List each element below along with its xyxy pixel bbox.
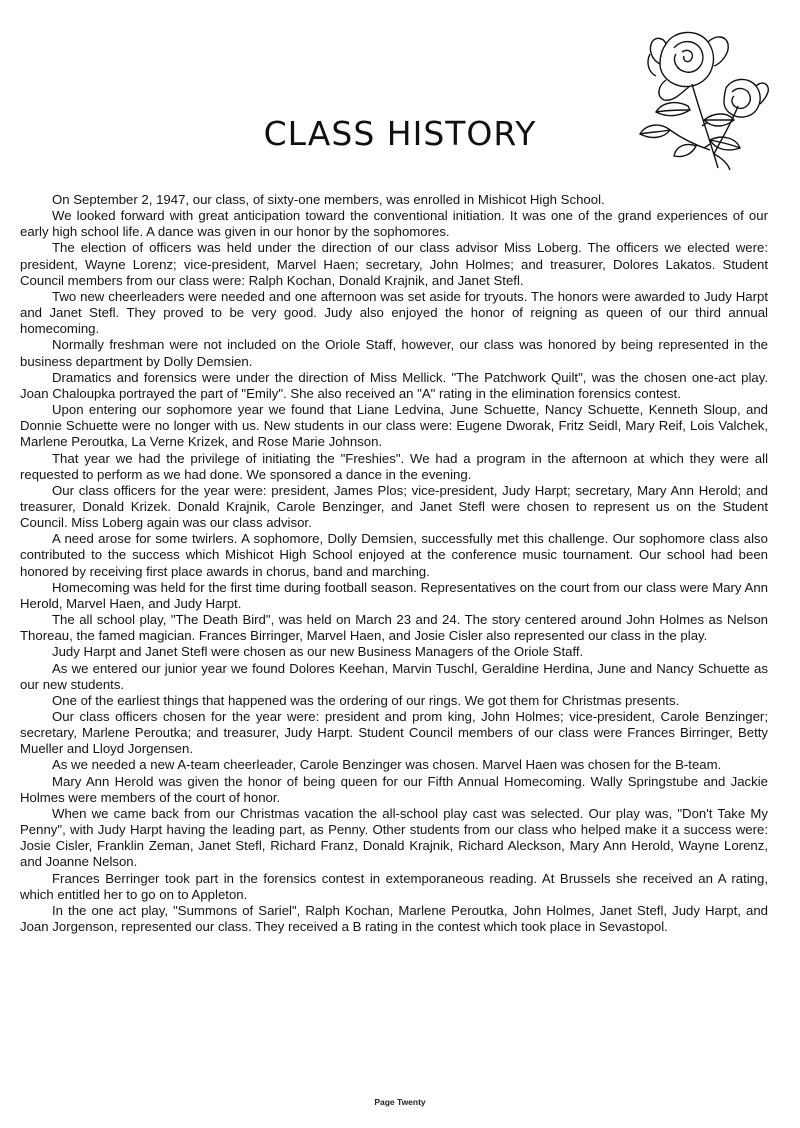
paragraph: Our class officers chosen for the year were: president and prom king, John Holmes; vice-president, Carole Benzinger; secretary, Marlene Peroutka; and treasurer, Judy Harpt. Student Council members of our class were Frances Birringer, Betty Mueller and Lloyd Jorgensen. xyxy=(20,709,768,757)
paragraph: Upon entering our sophomore year we found that Liane Ledvina, June Schuette, Nancy Schuette, Kenneth Sloup, and Donnie Schuette were no longer with us. New students in our class were: Eugene Dworak, Fritz Seidl, Mary Reif, Lois Valchek, Marlene Peroutka, La Verne Krizek, and Rose Marie Johnson. xyxy=(20,402,768,450)
paragraph: We looked forward with great anticipation toward the conventional initiation. It was one of the grand experiences of our early high school life. A dance was given in our honor by the sophomores. xyxy=(20,208,768,240)
paragraph: Mary Ann Herold was given the honor of being queen for our Fifth Annual Homecoming. Wally Springstube and Jackie Holmes were members of the court of honor. xyxy=(20,773,768,805)
paragraph: When we came back from our Christmas vacation the all-school play cast was selected. Our play was, "Don't Take My Penny", with Judy Harpt having the leading part, as Penny. Other students from our class who helped make it a success were: Josie Cisler, Franklin Zeman, Janet Stefl, Richard Franz, Donald Krajnik, Richard Aleckson, Mary Ann Herold, Wayne Lorenz, and Joanne Nelson. xyxy=(20,805,768,870)
paragraph: In the one act play, "Summons of Sariel", Ralph Kochan, Marlene Peroutka, John Holmes, Janet Stefl, Judy Harpt, and Joan Jorgenson, represented our class. They received a B rating in the contest which took place in Sevastopol. xyxy=(20,902,768,935)
paragraph: Two new cheerleaders were needed and one afternoon was set aside for tryouts. The honors were awarded to Judy Harpt and Janet Stefl. They proved to be very good. Judy also enjoyed the honor of reigning as queen of our third annual homecoming. xyxy=(20,288,768,337)
class-history-text xyxy=(20,192,768,935)
paragraph: As we entered our junior year we found Dolores Keehan, Marvin Tuschl, Geraldine Herdina, June and Nancy Schuette as our new students. xyxy=(20,660,768,692)
paragraph: One of the earliest things that happened was the ordering of our rings. We got them for Christmas presents. xyxy=(52,692,680,708)
paragraph: That year we had the privilege of initiating the "Freshies". We had a program in the afternoon at which they were all requested to perform as we had done. We sponsored a dance in the evening. xyxy=(20,450,768,482)
page-title: CLASS HISTORY xyxy=(263,114,537,153)
page-number: Page Twenty xyxy=(374,1097,426,1107)
paragraph: Normally freshman were not included on the Oriole Staff, however, our class was honored by being represented in the business department by Dolly Demsien. xyxy=(20,337,768,369)
paragraph: Our class officers for the year were: president, James Plos; vice-president, Judy Harpt; secretary, Mary Ann Herold; and treasurer, Donald Krizek. Donald Krajnik, Carole Benzinger, and Janet Stefl were chosen to represent us on the Student Council. Miss Loberg again was our class advisor. xyxy=(20,482,768,531)
paragraph: Frances Berringer took part in the forensics contest in extemporaneous reading. At Brussels she received an A rating, which entitled her to go on to Appleton. xyxy=(20,870,768,902)
paragraph: Judy Harpt and Janet Stefl were chosen as our new Business Managers of the Oriole Staff. xyxy=(52,644,584,660)
paragraph: Homecoming was held for the first time during football season. Representatives on the court from our class were Mary Ann Herold, Marvel Haen, and Judy Harpt. xyxy=(20,579,768,611)
paragraph: The election of officers was held under the direction of our class advisor Miss Loberg. The officers we elected were: president, Wayne Lorenz; vice-president, Marvel Haen; secretary, John Holmes; and treasurer, Dolores Lakatos. Student Council members from our class were: Ralph Kochan, Donald Krajnik, and Janet Stefl. xyxy=(20,240,768,288)
paragraph: On September 2, 1947, our class, of sixty-one members, was enrolled in Mishicot High School. xyxy=(52,192,605,207)
paragraph: As we needed a new A-team cheerleader, Carole Benzinger was chosen. Marvel Haen was chosen for the B-team. xyxy=(52,757,722,773)
paragraph: The all school play, "The Death Bird", was held on March 23 and 24. The story centered around John Holmes as Nelson Thoreau, the famed magician. Frances Birringer, Marvel Haen, and Josie Cisler also represented our class in the play. xyxy=(20,612,768,644)
paragraph: Dramatics and forensics were under the direction of Miss Mellick. "The Patchwork Quilt", was the chosen one-act play. Joan Chaloupka portrayed the part of "Emily". She also received an "A" rating in the elimination forensics contest. xyxy=(20,369,768,401)
paragraph: A need arose for some twirlers. A sophomore, Dolly Demsien, successfully met this challenge. Our sophomore class also contributed to the success which Mishicot High School enjoyed at the conference music tournament. Our school had been honored by receiving first place awards in chorus, band and marching. xyxy=(20,531,768,579)
